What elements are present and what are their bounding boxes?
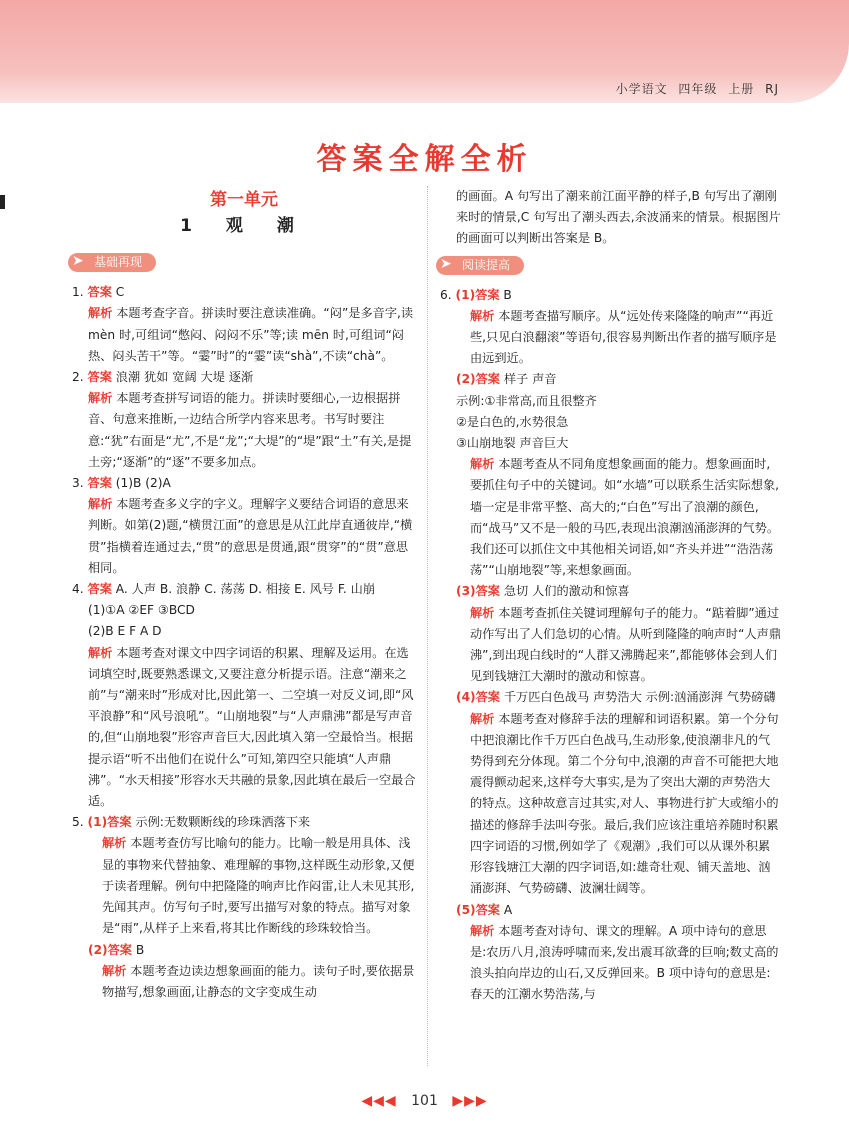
lesson-title: 1 观 潮 (180, 216, 308, 236)
answer-line: 5. (1)答案 示例:无数颗断线的珍珠洒落下来 (72, 815, 311, 830)
arrow-icon: ➤ (440, 255, 452, 272)
answer-line: 3. 答案 (1)B (2)A (72, 476, 171, 491)
answer-line: 解析 本题考查多义字的字义。理解字义要结合词语的意思来判断。如第(2)题,“横贯江面”的意思是从江此岸直通彼岸,“横贯”指横着连通过去,“贯”的意思是贯通,跟“贯穿”的“贯”意思相同。 (88, 497, 413, 575)
right-answers (440, 186, 782, 1006)
answer-line: 解析 本题考查字音。拼读时要注意读准确。“闷”是多音字,读 mèn 时,可组词“憋闷、闷闷不乐”等;读 mēn 时,可组词“闷热、闷头苦干”等。“霎”时”的“霎”读“shà”,不读“chà”。 (88, 306, 414, 363)
answer-line: 解析 本题考查拼写词语的能力。拼读时要细心,一边根据拼音、句意来推断,一边结合所学内容来思考。书写时要注意:“犹”右面是“尤”,不是“龙”;“大堤”的“堤”跟“土”有关,是提土旁;“逐渐”的“逐”不要多加点。 (88, 391, 412, 469)
answer-line: 解析 本题考查抓住关键词理解句子的能力。“踮着脚”通过动作写出了人们急切的心情。从听到隆隆的响声时“人声鼎沸”,到出现白线时的“人群又沸腾起来”,都能够体会到人们见到钱塘江大潮时的激动和惊喜。 (470, 605, 782, 684)
section-label: 基础再现 (94, 255, 143, 270)
left-answers (72, 282, 416, 1003)
answer-line: 示例:①非常高,而且很整齐 (456, 393, 597, 408)
header-grade: 四年级 (678, 82, 718, 96)
column-divider (427, 186, 428, 1066)
left-column (72, 186, 416, 1003)
answer-line: (2)答案 B (88, 942, 145, 957)
answer-line: (2)答案 样子 声音 (456, 372, 557, 387)
answer-line: 6. (1)答案 B (440, 287, 512, 302)
answer-line: 的画面。A 句写出了潮来前江面平静的样子,B 句写出了潮刚来时的情景,C 句写出了潮头西去,余波涌来的情景。根据图片的画面可以判断出答案是 B。 (456, 189, 781, 246)
arrow-icon: ➤ (72, 253, 84, 270)
edge-mark (0, 195, 5, 209)
answer-line: (3)答案 急切 人们的激动和惊喜 (456, 584, 630, 599)
answer-line: 解析 本题考查描写顺序。从“远处传来隆隆的响声”“再近些,只见白浪翻滚”等语句,很容易判断出作者的描写顺序是由远到近。 (470, 308, 777, 366)
section-label: 阅读提高 (462, 257, 511, 272)
section-banner-basic (68, 253, 156, 272)
section-banner-reading (436, 256, 524, 275)
answer-line: ③山崩地裂 声音巨大 (456, 436, 569, 451)
running-header (610, 80, 779, 97)
next-arrows-icon: ▶▶▶ (452, 1093, 488, 1109)
answer-line: 4. 答案 A. 人声 B. 浪静 C. 荡荡 D. 相接 E. 风号 F. 山崩 (72, 582, 376, 597)
answer-line: 1. 答案 C (72, 285, 125, 300)
answer-line: 2. 答案 浪潮 犹如 宽阔 大堤 逐渐 (72, 370, 254, 385)
answer-line: (2)B E F A D (88, 624, 162, 639)
header-edition: RJ (765, 82, 779, 96)
header-volume: 上册 (728, 82, 755, 96)
answer-line: 解析 本题考查对诗句、课文的理解。A 项中诗句的意思是:农历八月,浪涛呼啸而来,发出震耳欲聋的巨响;数丈高的浪头拍向岸边的山石,又反弹回来。B 项中诗句的意思是:春天的江潮水势浩荡,与 (470, 923, 779, 1002)
page-footer (0, 1093, 849, 1109)
prev-arrows-icon: ◀◀◀ (361, 1093, 397, 1109)
unit-title: 第一单元 (210, 190, 278, 210)
answer-line: 解析 本题考查对课文中四字词语的积累、理解及运用。在选词填空时,既要熟悉课文,又要注意分析提示语。注意“潮来之前”与“潮来时”形成对比,因此第一、二空填一对反义词,即“风平浪静”和“风号浪吼”。“山崩地裂”与“人声鼎沸”都是写声音的,但“山崩地裂”形容声音巨大,因此填入第一空最恰当。根据提示语“听不出他们在说什么”可知,第四空只能填“人声鼎沸”。“水天相接”形容水天共融的景象,因此填在最后一空最合适。 (88, 645, 416, 809)
answer-line: ②是白色的,水势很急 (456, 414, 569, 429)
answer-line: (4)答案 千万匹白色战马 声势浩大 示例:汹涌澎湃 气势磅礴 (456, 690, 776, 705)
page-number: 101 (411, 1093, 438, 1109)
answer-line: 解析 本题考查从不同角度想象画面的能力。想象画面时,要抓住句子中的关键词。如“水墙”可以联系生活实际想象,墙一定是非常平整、高大的;“白色”写出了浪潮的颜色,而“战马”又不是一般的马匹,表现出浪潮汹涌澎湃的气势。我们还可以抓住文中其他相关词语,如“齐头并进”“浩浩荡荡”“山崩地裂”等,来想象画面。 (470, 457, 780, 578)
answer-line: 解析 本题考查对修辞手法的理解和词语积累。第一个分句中把浪潮比作千万匹白色战马,生动形象,使浪潮非凡的气势得到充分体现。第二个分句中,浪潮的声音不可能把大地震得颤动起来,这样夸大事实,是为了突出大潮的声势浩大的特点。这种故意言过其实,对人、事物进行扩大或缩小的描述的修辞手法叫夸张。最后,我们应该注重培养随时积累四字词语的习惯,例如学了《观潮》,我们可以从课外积累形容钱塘江大潮的四字词语,如:雄奇壮观、铺天盖地、汹涌澎湃、气势磅礴、波澜壮阔等。 (470, 711, 779, 896)
answer-line: 解析 本题考查仿写比喻句的能力。比喻一般是用具体、浅显的事物来代替抽象、难理解的事物,这样既生动形象,又便于读者理解。例句中把隆隆的响声比作闷雷,让人未见其形,先闻其声。仿写句子时,要写出描写对象的特点。描写对象是“雨”,从样子上来看,将其比作断线的珍珠较恰当。 (102, 836, 415, 936)
header-subject: 小学语文 (615, 82, 668, 96)
right-column (440, 186, 782, 1006)
page-title: 答案全解全析 (316, 142, 533, 177)
answer-line: (1)①A ②EF ③BCD (88, 603, 195, 618)
answer-line: (5)答案 A (456, 902, 513, 917)
answer-line: 解析 本题考查边读边想象画面的能力。读句子时,要依据景物描写,想象画面,让静态的文字变成生动 (102, 963, 415, 999)
